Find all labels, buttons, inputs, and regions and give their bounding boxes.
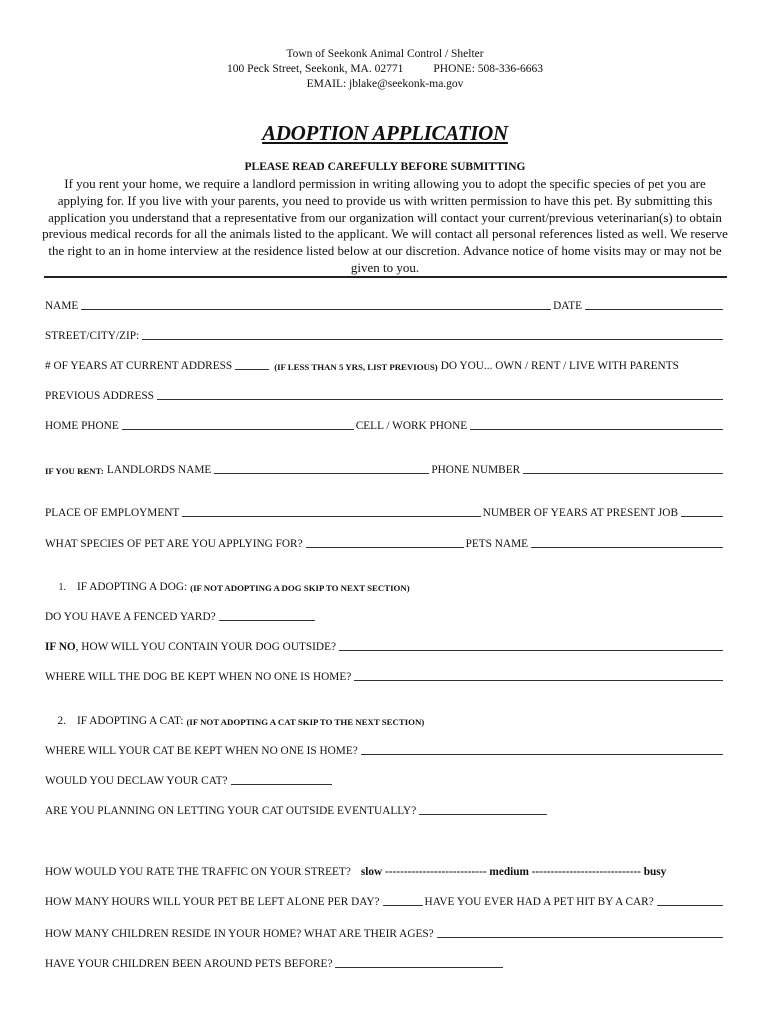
landlords-name-label: LANDLORDS NAME [106,464,212,476]
row-contain-dog [45,637,725,653]
header-phone: PHONE: 508-336-6663 [433,63,543,75]
cat-section-number: 2. [57,715,66,727]
intro-paragraph: If you rent your home, we require a landlord permission in writing allowing you to adopt the specific species of pet you are applying for. If you live with your parents, you need to provide us with written permission to have this pet. By submitting this application you understand that a representative from our organization will contact your current/previous veterinarian(s) to obtain previous medical records for all the animals listed to the applicant. We will contact all personal references listed as well. We reserve the right to an in home interview at the residence listed below at our discretion. Advance notice of home visits may or may not be given to you. [42,176,728,275]
dog-section-heading [24,577,704,593]
cell-phone-label: CELL / WORK PHONE [355,420,468,432]
row-children [45,924,725,940]
row-years-address [45,356,725,372]
cat-section-heading [24,711,704,727]
dog-section-title: IF ADOPTING A DOG: [77,581,188,593]
row-children-pets [45,954,725,970]
row-fenced-yard [45,607,725,623]
home-phone-field[interactable] [122,418,354,430]
cell-phone-field[interactable] [470,418,723,430]
species-label: WHAT SPECIES OF PET ARE YOU APPLYING FOR? [45,538,303,550]
row-cat-kept [45,741,725,757]
traffic-scale[interactable]: slow --------------------------- medium ----------------------------- busy [360,866,667,878]
years-job-field[interactable] [681,505,723,517]
header-organization: Town of Seekonk Animal Control / Shelter [286,48,484,60]
name-field[interactable] [81,298,551,310]
previous-address-label: PREVIOUS ADDRESS [45,390,154,402]
header-address: 100 Peck Street, Seekonk, MA. 02771 [227,63,404,75]
if-you-rent-label: IF YOU RENT: [45,466,104,476]
years-address-field[interactable] [235,358,269,370]
species-field[interactable] [306,536,464,548]
pets-name-field[interactable] [531,536,723,548]
row-name-date [45,296,725,312]
traffic-label: HOW WOULD YOU RATE THE TRAFFIC ON YOUR STREET? [45,866,351,878]
dog-section-note: (IF NOT ADOPTING A DOG SKIP TO NEXT SECTION) [190,583,410,593]
row-declaw [45,771,725,787]
name-label: NAME [45,300,79,312]
row-employment [45,503,725,519]
hours-alone-field[interactable] [383,894,423,906]
row-previous-address [45,386,725,402]
fenced-yard-field[interactable] [219,609,315,621]
previous-address-field[interactable] [157,388,723,400]
cat-outside-label: ARE YOU PLANNING ON LETTING YOUR CAT OUTSIDE EVENTUALLY? [45,805,417,817]
header-email: EMAIL: jblake@seekonk-ma.gov [306,78,464,90]
years-address-note: (IF LESS THAN 5 YRS, LIST PREVIOUS) [274,362,438,372]
dog-kept-field[interactable] [354,669,723,681]
cat-kept-field[interactable] [361,743,723,755]
street-label: STREET/CITY/ZIP: [45,330,140,342]
employment-field[interactable] [182,505,480,517]
declaw-field[interactable] [231,773,332,785]
header-contact [0,62,770,77]
landlord-phone-label: PHONE NUMBER [431,464,521,476]
children-label: HOW MANY CHILDREN RESIDE IN YOUR HOME? WHAT ARE THEIR AGES? [45,928,434,940]
children-field[interactable] [437,926,723,938]
date-field[interactable] [585,298,723,310]
employment-label: PLACE OF EMPLOYMENT [45,507,180,519]
landlords-name-field[interactable] [214,462,429,474]
children-pets-field[interactable] [335,956,503,968]
row-dog-kept [45,667,725,683]
page-subtitle: PLEASE READ CAREFULLY BEFORE SUBMITTING [244,161,526,173]
hours-alone-label: HOW MANY HOURS WILL YOUR PET BE LEFT ALONE PER DAY? [45,896,380,908]
if-no-label: IF NO [45,641,76,653]
years-address-label: # OF YEARS AT CURRENT ADDRESS [45,360,233,372]
contain-dog-label: , HOW WILL YOU CONTAIN YOUR DOG OUTSIDE? [75,641,337,653]
fenced-yard-label: DO YOU HAVE A FENCED YARD? [45,611,216,623]
row-street [45,326,725,342]
row-phones [45,416,725,432]
declaw-label: WOULD YOU DECLAW YOUR CAT? [45,775,228,787]
cat-outside-field[interactable] [419,803,547,815]
row-cat-outside [45,801,725,817]
row-landlord [45,460,725,476]
date-label: DATE [553,300,582,312]
dog-section-number: 1. [58,582,66,593]
row-traffic [45,862,725,878]
residence-type-options[interactable]: DO YOU... OWN / RENT / LIVE WITH PARENTS [440,360,679,372]
cat-section-note: (IF NOT ADOPTING A CAT SKIP TO THE NEXT SECTION) [186,717,425,727]
cat-section-title: IF ADOPTING A CAT: [77,715,184,727]
hit-by-car-field[interactable] [657,894,723,906]
section-divider [44,276,727,278]
dog-kept-label: WHERE WILL THE DOG BE KEPT WHEN NO ONE IS HOME? [45,671,352,683]
row-species [45,534,725,550]
children-pets-label: HAVE YOUR CHILDREN BEEN AROUND PETS BEFORE? [45,958,333,970]
street-field[interactable] [142,328,723,340]
pets-name-label: PETS NAME [465,538,529,550]
years-job-label: NUMBER OF YEARS AT PRESENT JOB [482,507,678,519]
home-phone-label: HOME PHONE [45,420,119,432]
cat-kept-label: WHERE WILL YOUR CAT BE KEPT WHEN NO ONE IS HOME? [45,745,358,757]
contain-dog-field[interactable] [339,639,723,651]
hit-by-car-label: HAVE YOU EVER HAD A PET HIT BY A CAR? [424,896,654,908]
row-hours-alone [45,892,725,908]
page-title: ADOPTION APPLICATION [262,121,508,145]
landlord-phone-field[interactable] [523,462,723,474]
